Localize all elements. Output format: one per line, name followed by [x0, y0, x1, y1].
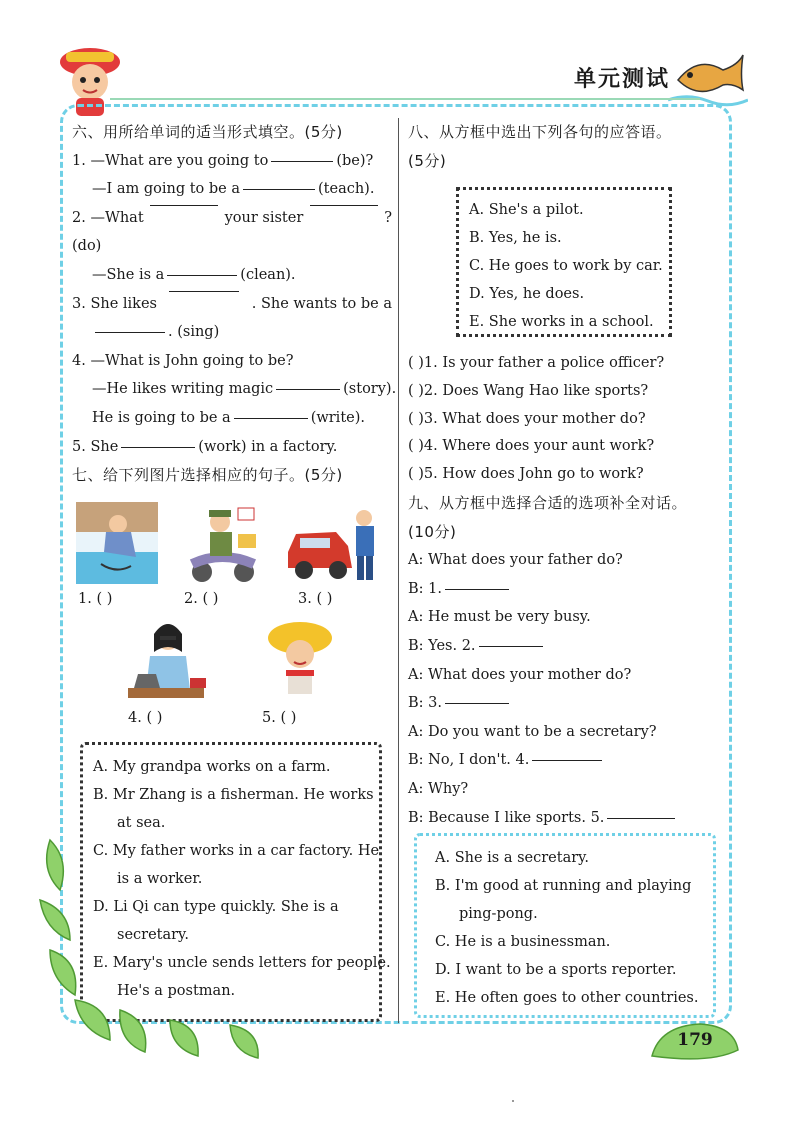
answer-blank[interactable] [169, 290, 239, 292]
page-number: 179 [677, 1030, 713, 1050]
dialogue-line-7: A: Do you want to be a secretary? [408, 723, 657, 740]
option-d: D. Li Qi can type quickly. She is a [93, 899, 339, 915]
answer-blank[interactable] [310, 204, 378, 206]
section-8-question-4[interactable]: ( )4. Where does your aunt work? [408, 438, 655, 455]
dialogue-line-5: A: What does your mother do? [408, 666, 632, 683]
option-d: D. I want to be a sports reporter. [435, 962, 677, 978]
dialogue-line-1: A: What does your father do? [408, 552, 623, 569]
question-2a: 2. —What your sister ? [72, 204, 392, 233]
question-2a-cont: (do) [72, 238, 102, 255]
option-a: A. She is a secretary. [435, 850, 590, 866]
section-8-question-2[interactable]: ( )2. Does Wang Hao like sports? [408, 382, 649, 399]
option-b-cont: ping-pong. [459, 906, 538, 922]
section-9-score: (10分) [408, 522, 457, 541]
question-4c: He is going to be a (write). [92, 409, 365, 426]
answer-blank[interactable] [121, 446, 195, 448]
option-b: B. Mr Zhang is a fisherman. He works [93, 787, 374, 803]
farmer-picture [266, 618, 336, 704]
section-8-heading: 八、从方框中选出下列各句的应答语。 [408, 123, 672, 141]
picture-4-answer[interactable]: 4. ( ) [128, 710, 163, 726]
answer-blank[interactable] [479, 645, 543, 647]
leaves-icon [30, 820, 290, 1060]
option-c-cont: is a worker. [117, 871, 203, 887]
option-e-cont: He's a postman. [117, 983, 236, 999]
question-4a: 4. —What is John going to be? [72, 352, 294, 369]
dialogue-line-2: B: 1. [408, 575, 728, 604]
secretary-picture [120, 612, 212, 704]
section-6-heading: 六、用所给单词的适当形式填空。(5分) [72, 123, 343, 141]
answer-blank[interactable] [167, 274, 237, 276]
option-a: A. My grandpa works on a farm. [93, 759, 331, 775]
section-8-options-box [456, 187, 672, 337]
question-1b: —I am going to be a (teach). [92, 181, 375, 198]
dialogue-line-4: B: Yes. 2. [408, 632, 728, 661]
answer-blank[interactable] [243, 188, 315, 190]
section-8-score: (5分) [408, 151, 447, 170]
dialogue-line-9: A: Why? [408, 780, 469, 797]
option-c: C. He goes to work by car. [469, 258, 663, 274]
answer-blank[interactable] [150, 204, 218, 206]
column-divider [398, 118, 399, 1023]
unit-test-title: 单元测试 [574, 67, 671, 92]
section-8-questions [408, 350, 728, 832]
answer-blank[interactable] [445, 588, 509, 590]
section-8 [408, 118, 728, 175]
option-d-cont: secretary. [117, 927, 189, 943]
option-b: B. Yes, he is. [469, 230, 562, 246]
option-e: E. Mary's uncle sends letters for people. [93, 955, 391, 971]
option-e: E. He often goes to other countries. [435, 990, 699, 1006]
question-1a: 1. —What are you going to (be)? [72, 152, 374, 169]
option-b-cont: at sea. [117, 815, 166, 831]
answer-blank[interactable] [95, 331, 165, 333]
picture-1-answer[interactable]: 1. ( ) [78, 591, 113, 607]
question-2b: —She is a (clean). [92, 266, 296, 283]
answer-blank[interactable] [532, 759, 602, 761]
picture-5-answer[interactable]: 5. ( ) [262, 710, 297, 726]
question-3a: 3. She likes . She wants to be a [72, 290, 392, 319]
dialogue-line-10: B: Because I like sports. 5. [408, 804, 728, 833]
section-8-question-3[interactable]: ( )3. What does your mother do? [408, 410, 646, 427]
answer-blank[interactable] [607, 817, 675, 819]
answer-blank[interactable] [445, 702, 509, 704]
section-8-question-5[interactable]: ( )5. How does John go to work? [408, 466, 644, 483]
answer-blank[interactable] [276, 388, 340, 390]
dialogue-line-6: B: 3. [408, 689, 728, 718]
worker-car-picture [286, 502, 382, 584]
fish-icon [668, 45, 748, 110]
section-8-question-1[interactable]: ( )1. Is your father a police officer? [408, 355, 665, 371]
option-a: A. She's a pilot. [469, 202, 584, 218]
section-9-options-box [414, 833, 716, 1018]
dialogue-line-3: A: He must be very busy. [408, 609, 591, 626]
fisherman-picture [76, 502, 158, 584]
option-c: C. My father works in a car factory. He [93, 843, 380, 859]
dialogue-line-8: B: No, I don't. 4. [408, 746, 728, 775]
header-rule [110, 98, 700, 100]
picture-2-answer[interactable]: 2. ( ) [184, 591, 219, 607]
scan-dot [512, 1100, 514, 1102]
option-b: B. I'm good at running and playing [435, 878, 692, 894]
section-7-heading: 七、给下列图片选择相应的句子。(5分) [72, 466, 343, 485]
option-c: C. He is a businessman. [435, 934, 611, 950]
question-5: 5. She (work) in a factory. [72, 438, 338, 455]
question-3b: . (sing) [72, 318, 392, 347]
section-6 [72, 118, 397, 490]
picture-3-answer[interactable]: 3. ( ) [298, 591, 333, 607]
section-9-heading: 九、从方框中选择合适的选项补全对话。 [408, 493, 688, 512]
answer-blank[interactable] [234, 417, 308, 419]
question-4b: —He likes writing magic (story). [92, 381, 397, 398]
option-d: D. Yes, he does. [469, 286, 585, 302]
option-e: E. She works in a school. [469, 314, 654, 330]
postman-picture [182, 502, 264, 584]
answer-blank[interactable] [271, 160, 333, 162]
